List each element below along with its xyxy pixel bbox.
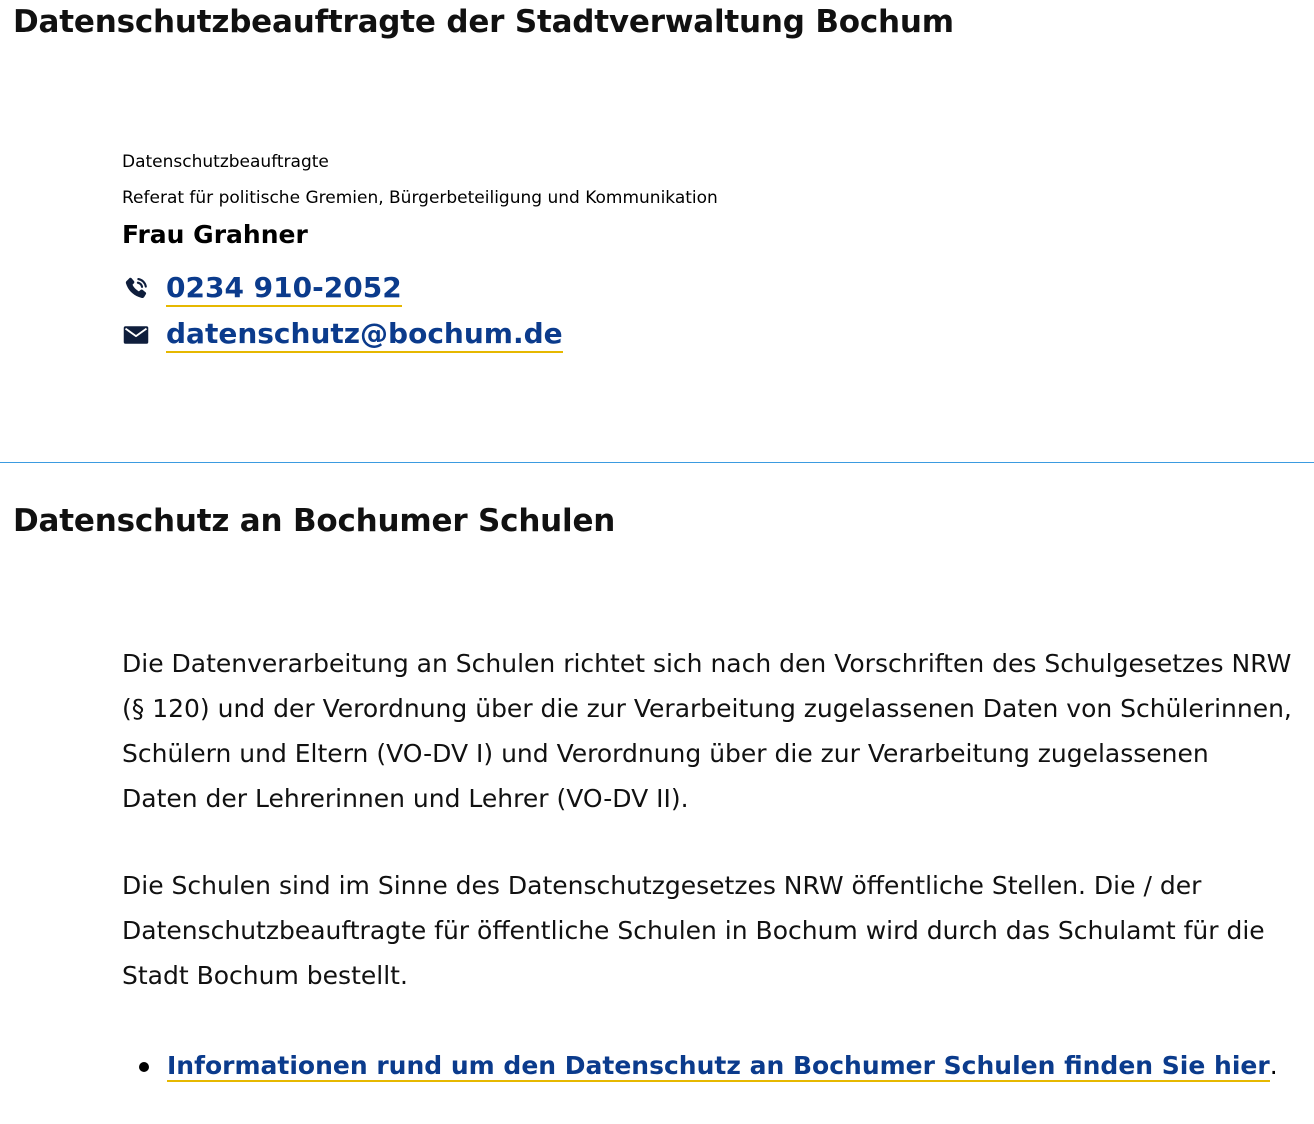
contact-card — [122, 150, 1272, 358]
section-heading-schools: Datenschutz an Bochumer Schulen — [13, 503, 616, 539]
email-link[interactable]: datenschutz@bochum.de — [166, 317, 563, 353]
contact-department: Referat für politische Gremien, Bürgerbeteiligung und Kommunikation — [122, 188, 718, 208]
phone-link[interactable]: 0234 910-2052 — [166, 271, 402, 307]
phone-icon — [122, 275, 150, 303]
paragraph-regulations: Die Datenverarbeitung an Schulen richtet sich nach den Vorschriften des Schulgesetzes NRW (§ 120) und der Verordnung über die zur Verarbeitung zugelassenen Daten von Schülerinnen, Schülern und Eltern (VO-DV I) und Verordnung über die zur Verarbeitung zugelassenen Daten der Lehrerinnen und Lehrer (VO-DV II). — [122, 649, 1292, 813]
schools-text — [122, 641, 1292, 998]
mail-icon — [122, 321, 150, 349]
bullet-icon — [139, 1062, 149, 1072]
contact-role: Datenschutzbeauftragte — [122, 152, 329, 172]
schools-info-link[interactable]: Informationen rund um den Datenschutz an Bochumer Schulen finden Sie hier — [167, 1051, 1270, 1080]
section-heading-dpo: Datenschutzbeauftragte der Stadtverwaltung Bochum — [13, 4, 954, 40]
paragraph-public-bodies: Die Schulen sind im Sinne des Datenschutzgesetzes NRW öffentliche Stellen. Die / der Datenschutzbeauftragte für öffentliche Schulen in Bochum wird durch das Schulamt für die Stadt Bochum bestellt. — [122, 871, 1265, 990]
info-link-list — [122, 1046, 1278, 1086]
section-divider — [0, 462, 1314, 463]
phone-row — [122, 266, 1272, 312]
email-row — [122, 312, 1272, 358]
list-item — [122, 1046, 1278, 1086]
link-suffix: . — [1269, 1051, 1278, 1080]
contact-person: Frau Grahner — [122, 220, 308, 249]
